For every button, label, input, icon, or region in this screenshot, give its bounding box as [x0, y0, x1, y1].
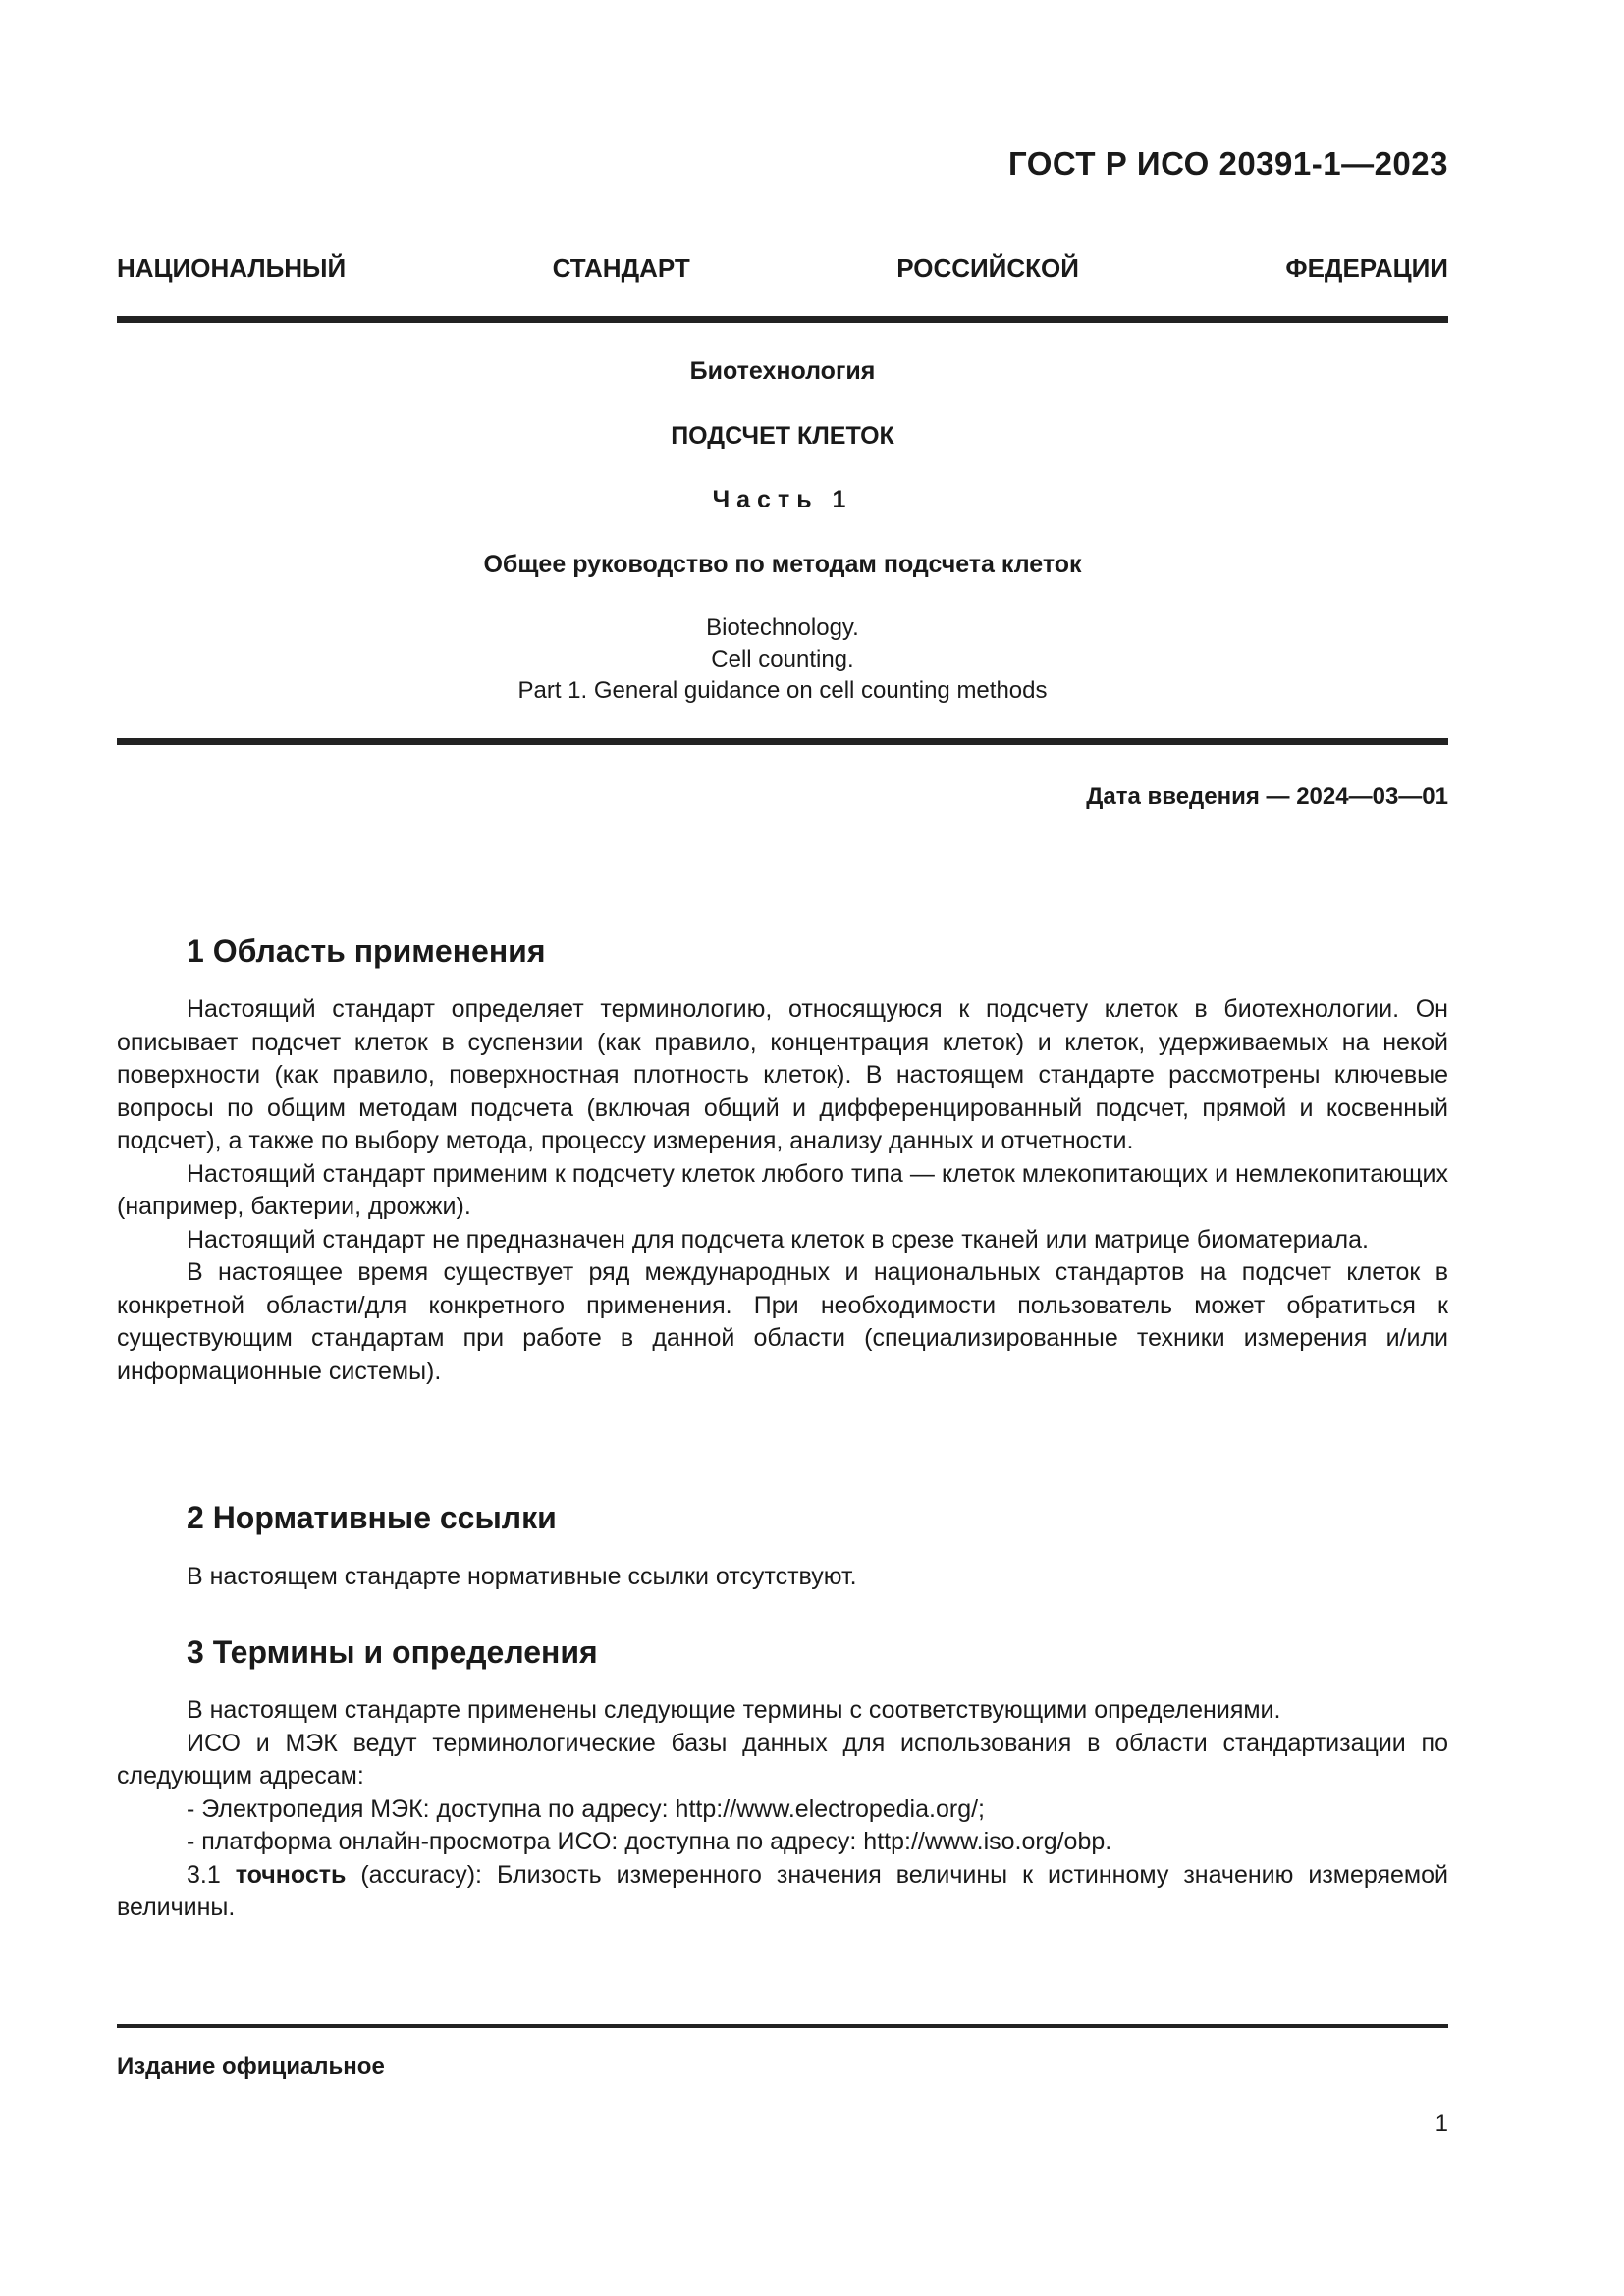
section-body: [117, 993, 1448, 1388]
english-title-line: Part 1. General guidance on cell counting methods: [517, 677, 1048, 704]
list-item: - платформа онлайн-просмотра ИСО: доступна по адресу: http://www.iso.org/obp.: [187, 1828, 1112, 1855]
paragraph: Настоящий стандарт не предназначен для подсчета клеток в срезе тканей или матрице биоматериала.: [187, 1225, 1369, 1254]
paragraph: ИСО и МЭК ведут терминологические базы данных для использования в области стандартизации по следующим адресам:: [117, 1729, 1448, 1789]
section-heading: 3 Термины и определения: [187, 1634, 598, 1670]
standard-category: Биотехнология: [689, 357, 876, 385]
section-body: [117, 1561, 1448, 1594]
standard-part: Часть 1: [712, 486, 853, 513]
list-item: - Электропедия МЭК: доступна по адресу: http://www.electropedia.org/;: [187, 1794, 985, 1823]
top-divider: [117, 316, 1448, 323]
paragraph: В настоящем стандарте применены следующие термины с соответствующими определениями.: [187, 1696, 1281, 1724]
paragraph: Настоящий стандарт определяет терминологию, относящуюся к подсчету клеток в биотехнологии. Он описывает подсчет клеток в суспензии (как правило, концентрация клеток) и клеток, удерживаемых на некой поверхности (как правило, поверхностная плотность клеток). В настоящем стандарте рассмотрены ключевые вопросы по общим методам подсчета (включая общий и дифференцированный подсчет, прямой и косвенный подсчет), а также по выбору метода, процессу измерения, анализу данных и отчетности.: [117, 995, 1448, 1154]
term-number: 3.1: [187, 1860, 221, 1889]
standard-subtitle: Общее руководство по методам подсчета клеток: [483, 551, 1082, 578]
section-body: [117, 1694, 1448, 1925]
national-standard-banner: НАЦИОНАЛЬНЫЙ СТАНДАРТ РОССИЙСКОЙ ФЕДЕРАЦИИ: [117, 253, 1448, 283]
official-edition-label: Издание официальное: [117, 2054, 385, 2080]
english-title-line: Cell counting.: [711, 646, 854, 672]
term-definition: [117, 1859, 1448, 1925]
term-text: (accuracy): Близость измеренного значения величины к истинному значению измеряемой величины.: [117, 1860, 1448, 1921]
section-heading: 1 Область применения: [187, 934, 546, 969]
document-number: ГОСТ Р ИСО 20391-1—2023: [1007, 145, 1448, 182]
paragraph: Настоящий стандарт применим к подсчету клеток любого типа — клеток млекопитающих и немлекопитающих (например, бактерии, дрожжи).: [117, 1159, 1448, 1220]
paragraph: В настоящее время существует ряд международных и национальных стандартов на подсчет клеток в конкретной области/для конкретного применения. При необходимости пользователь может обратиться к существующим стандартам при работе в данной области (специализированные техники измерения и/или информационные системы).: [117, 1258, 1448, 1385]
term-name: точность: [235, 1860, 347, 1889]
introduction-date: Дата введения — 2024—03—01: [1086, 783, 1448, 810]
section-heading: 2 Нормативные ссылки: [187, 1500, 557, 1535]
paragraph: В настоящем стандарте нормативные ссылки отсутствуют.: [187, 1563, 857, 1590]
english-title: [117, 613, 1448, 707]
title-divider: [117, 738, 1448, 745]
page-number: 1: [1435, 2110, 1448, 2137]
english-title-line: Biotechnology.: [706, 614, 859, 641]
standard-title: ПОДСЧЕТ КЛЕТОК: [671, 422, 894, 450]
footer-divider: [117, 2024, 1448, 2028]
